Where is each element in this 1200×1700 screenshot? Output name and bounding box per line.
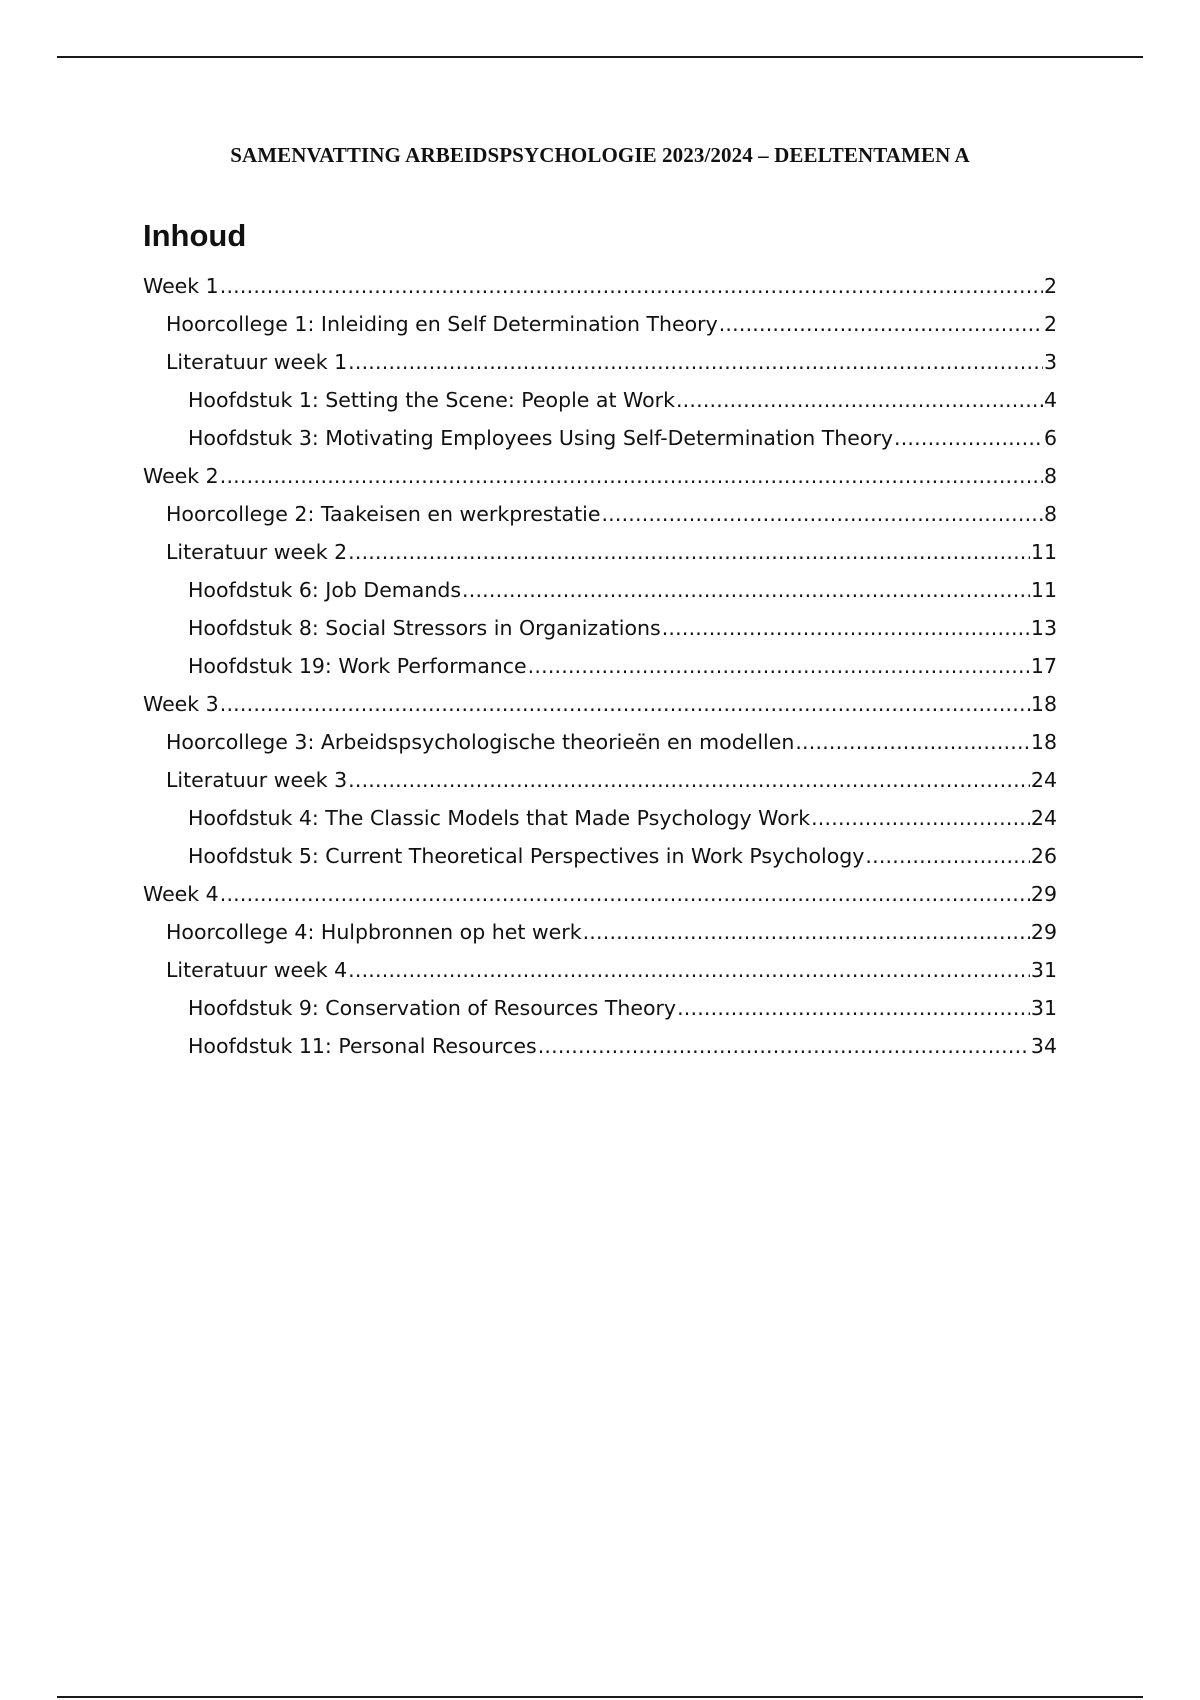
dot-leader [220,457,1043,495]
toc-entry-title: Week 3 [143,692,219,716]
toc-entry-title: Hoofdstuk 5: Current Theoretical Perspectives in Work Psychology [188,844,865,868]
toc-entry-title: Hoorcollege 4: Hulpbronnen op het werk [166,920,582,944]
toc-entry-title: Literatuur week 3 [166,768,348,792]
toc-entry[interactable] [143,495,1057,533]
toc-entry-page-number: 24 [1030,806,1057,830]
toc-entry-page-number: 29 [1030,920,1057,944]
toc-entry[interactable] [143,457,1057,495]
dot-leader [348,533,1030,571]
toc-entry-page-number: 4 [1043,388,1057,412]
header-rule [57,56,1143,58]
toc-entry-title: Week 1 [143,274,219,298]
dot-leader [865,837,1030,875]
toc-entry[interactable] [143,913,1057,951]
dot-leader [894,419,1043,457]
toc-entry[interactable] [143,647,1057,685]
toc-entry-page-number: 18 [1030,730,1057,754]
toc-entry[interactable] [143,989,1057,1027]
dot-leader [538,1027,1030,1065]
toc-entry-page-number: 2 [1043,274,1057,298]
toc-entry[interactable] [143,951,1057,989]
toc-entry-page-number: 26 [1030,844,1057,868]
footer-rule [57,1696,1143,1698]
toc-heading: Inhoud [143,218,247,253]
toc-entry-page-number: 8 [1043,502,1057,526]
toc-entry-title: Hoofdstuk 1: Setting the Scene: People at Work [188,388,675,412]
toc-entry-title: Hoofdstuk 6: Job Demands [188,578,462,602]
toc-entry-page-number: 6 [1043,426,1057,450]
toc-entry-title: Literatuur week 1 [166,350,348,374]
toc-entry[interactable] [143,381,1057,419]
dot-leader [220,685,1030,723]
toc-entry-title: Hoofdstuk 4: The Classic Models that Made Psychology Work [188,806,811,830]
toc-entry-page-number: 31 [1030,958,1057,982]
toc-entry-page-number: 2 [1043,312,1057,336]
dot-leader [676,381,1043,419]
dot-leader [462,571,1030,609]
toc-entry-title: Week 4 [143,882,219,906]
dot-leader [719,305,1043,343]
toc-entry-page-number: 11 [1030,540,1057,564]
toc-entry-title: Hoorcollege 3: Arbeidspsychologische theorieën en modellen [166,730,795,754]
toc-entry-title: Hoofdstuk 19: Work Performance [188,654,527,678]
dot-leader [677,989,1030,1027]
toc-entry[interactable] [143,1027,1057,1065]
toc-entry[interactable] [143,723,1057,761]
toc-entry-page-number: 13 [1030,616,1057,640]
toc-entry-title: Hoofdstuk 11: Personal Resources [188,1034,537,1058]
dot-leader [601,495,1043,533]
toc-entry-page-number: 17 [1030,654,1057,678]
toc-entry[interactable] [143,685,1057,723]
toc-entry-title: Week 2 [143,464,219,488]
toc-entry-title: Hoofdstuk 3: Motivating Employees Using Self-Determination Theory [188,426,893,450]
dot-leader [220,875,1030,913]
toc-entry-page-number: 3 [1043,350,1057,374]
toc-entry[interactable] [143,343,1057,381]
toc-entry-page-number: 18 [1030,692,1057,716]
dot-leader [348,951,1030,989]
toc-entry[interactable] [143,837,1057,875]
toc-entry[interactable] [143,875,1057,913]
toc-entry-page-number: 31 [1030,996,1057,1020]
toc-entry-title: Literatuur week 4 [166,958,348,982]
toc-entry[interactable] [143,761,1057,799]
dot-leader [348,761,1030,799]
dot-leader [795,723,1030,761]
toc-entry-page-number: 29 [1030,882,1057,906]
table-of-contents [143,267,1057,1065]
toc-entry[interactable] [143,571,1057,609]
toc-entry[interactable] [143,609,1057,647]
toc-entry-title: Hoofdstuk 9: Conservation of Resources Theory [188,996,677,1020]
dot-leader [662,609,1030,647]
dot-leader [220,267,1043,305]
toc-entry[interactable] [143,419,1057,457]
toc-entry[interactable] [143,533,1057,571]
toc-entry-page-number: 8 [1043,464,1057,488]
document-title: SAMENVATTING ARBEIDSPSYCHOLOGIE 2023/2024 – DEELTENTAMEN A [230,143,970,167]
toc-entry-title: Hoorcollege 1: Inleiding en Self Determination Theory [166,312,718,336]
dot-leader [528,647,1030,685]
toc-entry-page-number: 24 [1030,768,1057,792]
toc-entry-title: Hoorcollege 2: Taakeisen en werkprestatie [166,502,601,526]
dot-leader [811,799,1030,837]
toc-entry-title: Literatuur week 2 [166,540,348,564]
toc-entry[interactable] [143,305,1057,343]
dot-leader [348,343,1043,381]
toc-entry-page-number: 34 [1030,1034,1057,1058]
toc-entry-page-number: 11 [1030,578,1057,602]
dot-leader [583,913,1030,951]
toc-entry[interactable] [143,267,1057,305]
toc-entry[interactable] [143,799,1057,837]
toc-entry-title: Hoofdstuk 8: Social Stressors in Organizations [188,616,661,640]
